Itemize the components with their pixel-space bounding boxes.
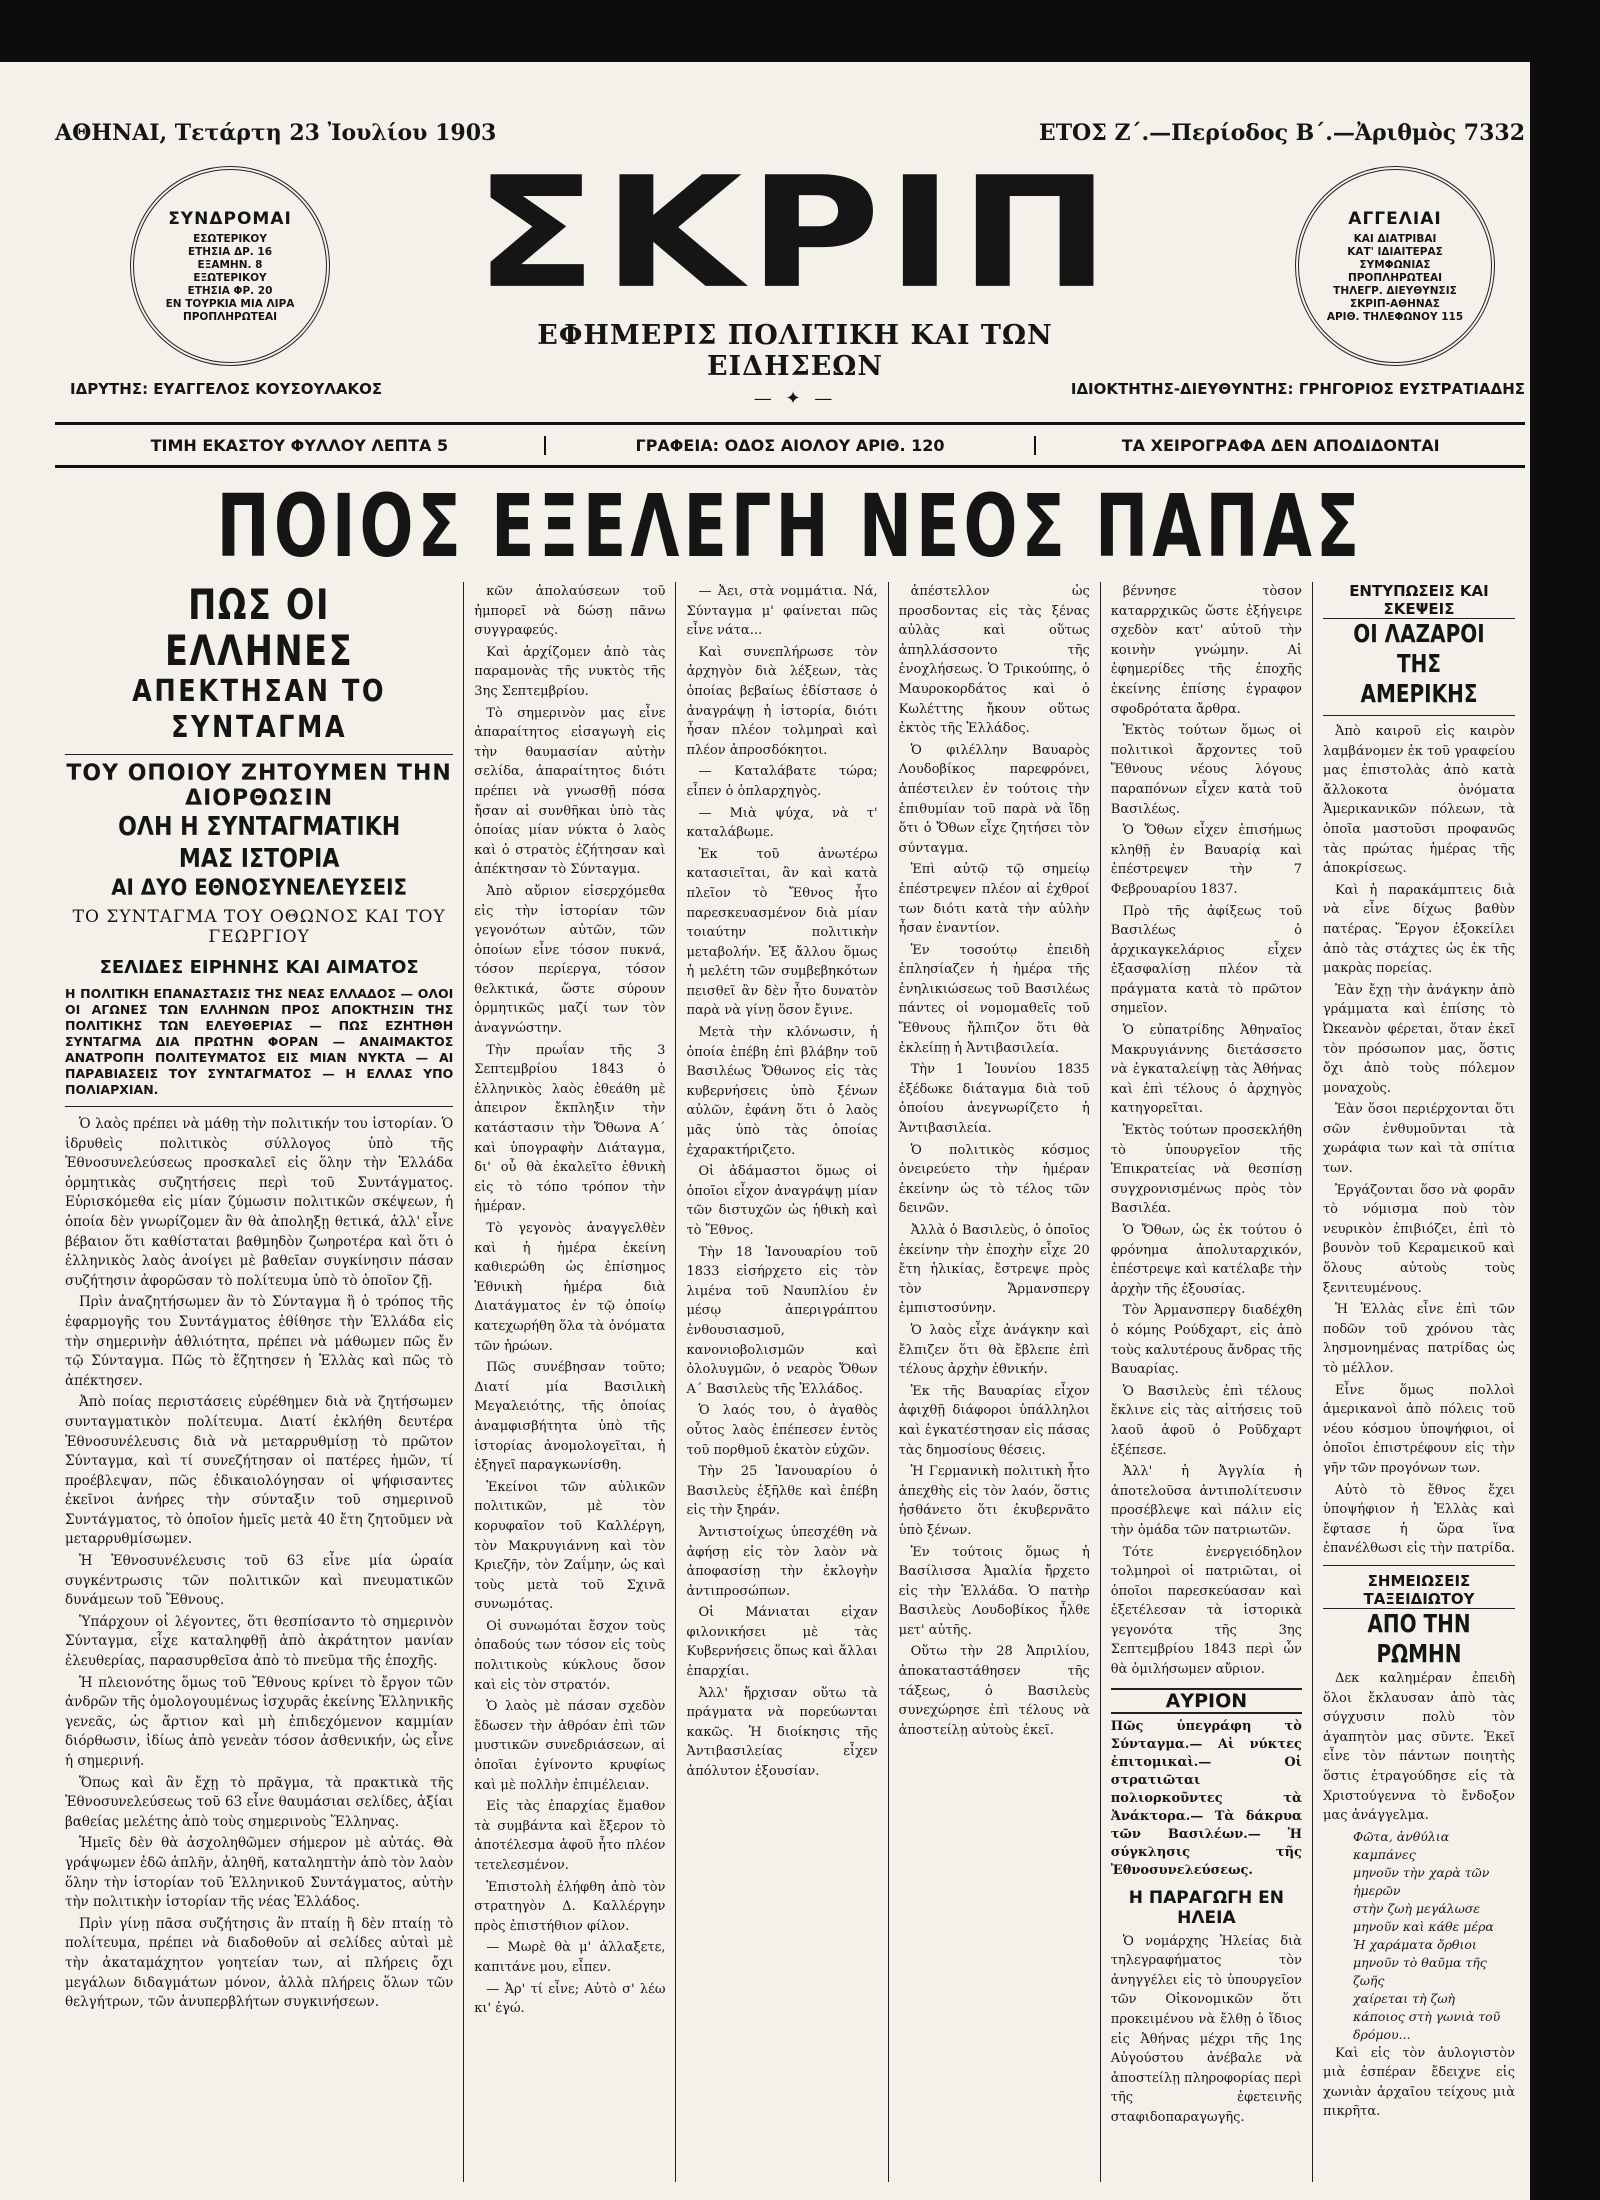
paragraph: Εἶνε ὅμως πολλοὶ ἀμερικανοὶ ἀπὸ πόλεις τοῦ νέου κόσμου ὑποψήφιοι, οἱ ὁποῖοι ἐπιστρέφουν εἰς τὴν γῆν τῶν προγόνων των. — [1322, 1382, 1515, 1476]
paragraph: Ὁ φιλέλλην Βαυαρὸς Λουδοβίκος παρεφρόνει, ἀπέστειλεν ἐν τούτοις τὴν ἐπιθυμίαν τοῦ παρὰ νὰ ἴδῃ ὅτι ὁ Ὄθων εἶχε ζητήσει τὸν σύνταγμα. — [898, 742, 1090, 856]
newspaper-page — [55, 62, 1525, 2182]
banner-headline: ΠΟΙΟΣ ΕΞΕΛΕΓΗ ΝΕΟΣ ΠΑΠΑΣ — [216, 477, 1364, 577]
paragraph: — Μωρὲ θὰ μ' ἀλλαξετε, καπιτάνε μου, εἶπεν. — [474, 1940, 666, 1975]
paragraph: Ἀντιστοίχως ὑπεσχέθη νὰ ἀφήσῃ εἰς τὸν λαὸν νὰ ἀποφασίσῃ τὴν ἐκλογὴν ἀντιπροσώπων. — [686, 1524, 878, 1599]
seal-right-line: ΠΡΟΠΛΗΡΩΤΕΑΙ — [1347, 271, 1443, 284]
paragraph: Οἱ συνωμόται ἔσχον τοὺς ὀπαδούς των τόσον εἰς τοὺς πολιτικοὺς κύκλους ὅσον καὶ εἰς τὸν στρατόν. — [474, 1618, 666, 1693]
paragraph: Ἀπὸ αὔριον εἰσερχόμεθα εἰς τὴν ἱστορίαν τῶν γεγονότων αὐτῶν, τῶν ὁποίων εἶνε τόσον πυκνά, τόσον περίεργα, τόσον θελκτικά, ὥστε σύρουν ὁρμητικῶς μαζί των τὸν ἀναγνώστην. — [474, 883, 666, 1037]
paragraph: Τὸν Ἀρμανσπεργ διαδέχθη ὁ κόμης Ρούδχαρτ, εἰς ἀπὸ τοὺς καλυτέρους ἄνδρας τῆς Βαυαρίας. — [1110, 1303, 1302, 1378]
masthead — [445, 144, 1145, 409]
seal-right-line: ΣΚΡΙΠ-ΑΘΗΝΑΣ — [1350, 297, 1440, 310]
paragraph: Ἐργάζονται ὅσο νὰ φορᾶν τὸ νόμισμα ποὺ τὸν νευρικὸν ἐπιβιόζει, ἐπὶ τὸ βουνὸν τοῦ Κεραμεικοῦ καὶ ὅλους αὐτοὺς τοὺς ξενιτευμένους. — [1322, 1182, 1515, 1296]
paragraph: Εἰς τὰς ἐπαρχίας ἔμαθον τὰ συμβάντα καὶ ἔξερον τὸ ἀποτέλεσμα ἀφοῦ ἦτο πλέον τετελεσμένον. — [474, 1799, 666, 1873]
scan-right-edge — [1530, 0, 1600, 2200]
sidebar-box-title: ΕΝΤΥΠΩΣΕΙΣ ΚΑΙ ΣΚΕΨΕΙΣ — [1323, 582, 1515, 619]
paragraph: Ὑπάρχουν οἱ λέγοντες, ὅτι θεσπίσαντο τὸ σημερινὸν Σύνταγμα, εἶχε καταληφθῇ ἀπὸ ἀκράτητον μανίαν ἐλευθερίας, παρασυρθεῖσα ἀπὸ τὸ πνεῦμα τῆς ἐποχῆς. — [65, 1613, 454, 1670]
poem-line: χαίρεται τὴ ζωὴ — [1352, 1990, 1456, 2006]
sidebar-headline: ΟΙ ΛΑΖΑΡΟΙ ΤΗΣ ΑΜΕΡΙΚΗΣ — [1353, 619, 1485, 708]
paragraph: Μετὰ τὴν κλόνωσιν, ἡ ὁποία ἐπέβη ἐπὶ βλάβην τοῦ Βασιλέως Ὄθωνος εἰς τὰς κυβερνήσεις ὑπὸ ξένων αὐλῶν, ἐφάνη ὅτι ὁ λαὸς μᾶς ὑπὸ τὰς ὁποίας ἐχαρακτήριζετο. — [686, 1025, 878, 1158]
paragraph: Καὶ ἀρχίζομεν ἀπὸ τὰς παραμονὰς τῆς νυκτὸς τῆς 3ης Σεπτεμβρίου. — [474, 644, 666, 699]
paragraph: Πῶς συνέβησαν τοῦτο; Διατί μία Βασιλικὴ Μεγαλειότης, τῆς ὁποίας ἀναμφισβήτητα ὑπὸ τῆς ἱστορίας ἀνομολογεῖται, ἠ ἐξηγεῖ παραγκωνίσθη. — [474, 1360, 666, 1474]
paragraph: Ἀπὸ καιροῦ εἰς καιρὸν λαμβάνομεν ἐκ τοῦ γραφείου μας ἐπιστολὰς ἀπὸ κατὰ ἄλλοκοτα ὀνόματα Ἀμερικανικῶν πόλεων, τὰ ὁποῖα μαστοῦσι προφανῶς τὰς πρώτας ἡμέρας τῆς ἀποκρίσεως. — [1322, 724, 1515, 877]
paragraph: Ἀλλ' ἤρχισαν οὕτω τὰ πράγματα νὰ πορεύωνται κακῶς. Ἡ διοίκησις τῆς Ἀντιβασιλείας εἶχεν ἀπόλυτον ἐξουσίαν. — [686, 1685, 878, 1780]
paragraph: Ἐπὶ αὐτῷ τῷ σημείῳ ἐπέστρεψεν πλέον αἱ ἐχθροί των διότι κατὰ τὴν αὐλὴν ἦσαν ἐναντίον. — [898, 862, 1090, 937]
dateline: ΑΘΗΝΑΙ, Τετάρτη 23 Ἰουλίου 1903 — [55, 120, 497, 146]
lead-headline: ΠΩΣ ΟΙ ΕΛΛΗΝΕΣ — [164, 582, 354, 675]
paragraph: Ὁ εὐπατρίδης Ἀθηναῖος Μακρυγιάννης διετάσσετο νὰ ἐγκαταλείψῃ τὰς Ἀθήνας καὶ ἐπὶ τέλους ὁ ἀρχηγὸς κατηγορεῖται. — [1110, 1023, 1302, 1117]
sidebar-body — [1323, 722, 1515, 1559]
paragraph: Ἡ Ἑλλὰς εἶνε ἐπὶ τῶν ποδῶν τοῦ χρόνου τὰς λησμονημένας πατρίδας ὡς τὸ μέλλον. — [1322, 1302, 1515, 1376]
sidebar-column — [1313, 582, 1525, 2182]
paragraph: Ὁ λαός του, ὁ ἀγαθὸς οὗτος λαὸς ἐπέπεσεν ἐντὸς τοῦ πορθμοῦ ἑκατὸν εὐχῶν. — [686, 1403, 878, 1458]
paragraph: Καὶ εἰς τὸν ἀυλογιστὸν μιὰ ἐσπέραν ἔδειχνε εἰς χωνιὰν ἀρχαῖου τείχους μιὰ πικρῆτα. — [1322, 2045, 1515, 2120]
seal-right-title: ΑΓΓΕΛΙΑΙ — [1348, 208, 1442, 229]
paragraph: Καὶ συνεπλήρωσε τὸν ἀρχηγὸν διὰ λέξεων, τὰς ὁποίας βεβαίως ἐδίστασε ὁ ἀναγράψῃ ἡ ἱστορία, διότι ἦσαν πλέον τολμηραὶ καὶ πλέον ἀπροσδόκητοι. — [686, 644, 878, 758]
paragraph: Ἐν τούτοις ὅμως ἡ Βασίλισσα Ἀμαλία ἤρχετο εἰς τὴν Ἑλλάδα. Ὁ πατὴρ Βασιλεὺς Λουδοβίκος ἦλθε μετ' αὐτῆς. — [898, 1544, 1090, 1638]
paragraph: — Ἀρ' τί εἶνε; Αὐτὸ σ' λέω κι' ἐγώ. — [474, 1981, 666, 2017]
poem-line: μηνοῦν τὴν χαρὰ τῶν ἡμερῶν — [1352, 1864, 1490, 1898]
paragraph: Ὁ λαὸς μὲ πάσαν σχεδὸν ἔδωσεν τὴν ἀθρόαν ἐπὶ τῶν μυστικῶν συνεδριάσεων, αἱ ὁποῖαι ἐγίνοντο κρυφίως καὶ μὲ πολλὴν ἐπιμέλειαν. — [474, 1699, 666, 1793]
paragraph: Δεκ καλημέραν ἐπειδὴ ὅλοι ἔκλαυσαν ἀπὸ τὰς σύγχυσιν πολὺ τὸν ἀγαπητὸν μας σῦντε. Ἐκεῖ εἶνε τὸν πάντων ποιητὴς ὅστις ἐτραγούδησε εἰς τὰ Χριστούγεννα τὸ ἔνδοξον μας ἀνάγγελμα. — [1322, 1670, 1515, 1824]
paragraph: Ὁ λαὸς πρέπει νὰ μάθῃ τὴν πολιτικήν του ἱστορίαν. Ὁ ἱδρυθεὶς πολιτικὸς σύλλογος ὑπὸ τῆς Ἐθνοσυνελεύσεως προσκαλεῖ εἰς ὅλην τὴν Ἑλλάδα ὁρμητικὰς συζητήσεις περὶ τοῦ Συντάγματος. Εὑρισκόμεθα εἰς μίαν ζύμωσιν πολιτικῶν σκέψεων, ἡ ὁποία δὲν γνωρίζομεν ἂν θὰ ἀποληξῃ θετικά, ἀλλ' εἶνε βέβαιον ὅτι καθίσταται βαθμηδὸν ζωηροτέρα καὶ ὅτι ὁ ἑλληνικὸς λαὸς ἀνοίγει μὲ βαθεῖαν συγκίνησιν πάσαν συζήτησιν ἀφορῶσαν τὸ πολίτευμα ὑπὸ τὸ ὁποῖον ζῇ. — [65, 1116, 454, 1289]
seal-right-line: ΑΡΙΘ. ΤΗΛΕΦΩΝΟΥ 115 — [1326, 310, 1464, 323]
travel-notes-headline: ΑΠΟ ΤΗΝ ΡΩΜΗΝ — [1367, 1608, 1471, 1668]
paragraph: Ἐν τοσούτῳ ἐπειδὴ ἐπλησίαζεν ἡ ἡμέρα τῆς ἐνηλικιώσεως τοῦ Βασιλέως πάντες οἱ νομομαθεῖς τοῦ Ἔθνους ἤλπιζον ὅτι θὰ ἐκλείπῃ ἡ Ἀντιβασιλεία. — [898, 942, 1090, 1056]
newspaper-subtitle: ΕΦΗΜΕΡΙΣ ΠΟΛΙΤΙΚΗ ΚΑΙ ΤΩΝ ΕΙΔΗΣΕΩΝ — [537, 320, 1053, 382]
seal-left-line: ΕΝ ΤΟΥΡΚΙΑ ΜΙΑ ΛΙΡΑ — [165, 297, 295, 310]
column-body — [1111, 582, 1302, 1680]
article-column-3 — [676, 582, 888, 2182]
paragraph: Τὴν 25 Ἰανουαρίου ὁ Βασιλεὺς ἐξῆλθε καὶ ἐπέβη εἰς τὴν ξηράν. — [686, 1464, 878, 1519]
paragraph: Οἱ ἀδάμαστοι ὅμως οἱ ὁποῖοι εἶχον ἀναγράψῃ μίαν τῶν διστυχῶν ὡς ἡθικὴ καὶ τὸ Ἔθνος. — [686, 1164, 878, 1238]
article-column-4 — [889, 582, 1101, 2182]
sidebar-box — [1323, 582, 1515, 709]
travel-notes-body — [1323, 1669, 1515, 1826]
newspaper-logo: ΣΚΡΙΠ — [474, 144, 1116, 323]
founder-line: ΙΔΡΥΤΗΣ: ΕΥΑΓΓΕΛΟΣ ΚΟΥΣΟΥΛΑΚΟΣ — [70, 380, 383, 398]
paragraph: Ἡ πλειονότης ὅμως τοῦ Ἔθνους κρίνει τὸ ἔργον τῶν ἀνδρῶν τῆς ὁμολογουμένως ἰσχυρᾶς ἐκείνης Ἑλληνικῆς γενεᾶς, ὡς ἄρτιον καὶ μὴ ἐπιδεχόμενον καμμίαν διόρθωσιν, ἰδίως ἀπὸ γενεὰν τόσον ἀσθενικήν, ὡς εἶνε ἡ σημερινή. — [65, 1674, 454, 1769]
paragraph: Ἐκτὸς τούτων προσεκλήθη τὸ ὑπουργεῖον τῆς Ἐπικρατείας νὰ θεσπίσῃ συγχρονισμένως πρὸς τὸν Βασιλέα. — [1110, 1123, 1302, 1217]
lead-deck-5: ΣΕΛΙΔΕΣ ΕΙΡΗΝΗΣ ΚΑΙ ΑΙΜΑΤΟΣ — [99, 957, 419, 978]
paragraph: Ἐπιστολὴ ἐλήφθη ἀπὸ τὸν στρατηγὸν Δ. Καλλέργην πρὸς ἐπιστήθιον φίλον. — [474, 1879, 666, 1934]
seal-left-title: ΣΥΝΔΡΟΜΑΙ — [168, 208, 292, 229]
tomorrow-heading: ΑΥΡΙΟΝ — [1111, 1688, 1302, 1714]
paragraph: Καὶ ἡ παρακάμπτεις διὰ νὰ εἶνε δίχως βαθὺν πατέρας. Ἔργον ἐξοκείλει ἀπὸ τὰς στάχτες ὡς ἐκ τῆς μακρὰς πορείας. — [1322, 882, 1515, 977]
poem-line: στὴν ζωὴ μεγάλωσε — [1352, 1900, 1481, 1916]
news-headline: Η ΠΑΡΑΓΩΓΗ ΕΝ ΗΛΕΙΑ — [1128, 1887, 1284, 1928]
poem-line: Φῶτα, ἀνθύλια καμπάνες — [1352, 1828, 1450, 1862]
paragraph: ἀπέστελλον ὡς προσδοντας εἰς τὰς ξένας αὐλὰς καὶ οὕτως ἀπηλλάσσοντο τῆς ἐνοχλήσεως. Ὁ Τρικούπης, ὁ Μαυροκορδάτος καὶ ὁ Κωλέττης ἤκουν οὕτως ἐκτὸς τῆς Ἑλλάδος. — [898, 584, 1090, 737]
paragraph: Πρὶν γίνῃ πᾶσα συζήτησις ἂν πταίῃ ἢ δὲν πταίῃ τὸ πολίτευμα, πρέπει νὰ διαδοθοῦν αἱ σελίδες αὐταὶ μὲ τὴν ἀκαταμάχητον γοητείαν των, αἱ πλήρεις ὄχι μεγάλων διδαγμάτων μόνον, ἀλλὰ πλήρεις ὅλων τῶν θελγήτρων, τῶν ἀνυπερβλήτων συγκινήσεων. — [65, 1915, 454, 2011]
lead-deck-3: ΑΙ ΔΥΟ ΕΘΝΟΣΥΝΕΛΕΥΣΕΙΣ — [111, 876, 408, 901]
paragraph: Τὴν 18 Ἰανουαρίου τοῦ 1833 εἰσήρχετο εἰς τὸν λιμένα τοῦ Ναυπλίου ἐν μέσῳ ἀπεριγράπτου ἐνθουσιασμοῦ, κανονιοβολισμῶν καὶ ὁλολυγμῶν, ὁ νεαρὸς Ὄθων Α΄ Βασιλεὺς τῆς Ἑλλάδος. — [686, 1244, 878, 1397]
travel-notes-title: ΣΗΜΕΙΩΣΕΙΣ ΤΑΞΕΙΔΙΩΤΟΥ — [1323, 1572, 1515, 1609]
paragraph: Ὁ λαὸς εἶχε ἀνάγκην καὶ ἔλπιζεν ὅτι θὰ ἔβλεπε ἐπὶ τέλους ἀρχὴν ἐθνικήν. — [898, 1322, 1090, 1378]
seal-left-line: ΕΤΗΣΙΑ ΦΡ. 20 — [187, 284, 273, 297]
paragraph: Τὴν 1 Ἰουνίου 1835 ἐξέδωκε διάταγμα διὰ τοῦ ὁποίου ἀνεγνωρίζετο ἡ Ἀντιβασιλεία. — [898, 1062, 1090, 1137]
paragraph: κῶν ἀπολαύσεων τοῦ ἠμπορεῖ νὰ δώσῃ πᾶνω συγγραφεύς. — [474, 584, 666, 639]
seal-left-line: ΕΣΩΤΕΡΙΚΟΥ — [193, 232, 267, 245]
poem-line: κάποιος στὴ γωνιὰ τοῦ δρόμου... — [1352, 2008, 1501, 2042]
article-column-2 — [464, 582, 676, 2182]
paragraph: — Καταλάβατε τώρα; εἶπεν ὁ ὁπλαρχηγὸς. — [686, 764, 878, 799]
paragraph: Ὅπως καὶ ἂν ἔχῃ τὸ πρᾶγμα, τὰ πρακτικὰ τῆς Ἐθνοσυνελεύσεως τοῦ 63 εἶνε θαυμάσιαι σελίδες, ἀξίαι βαθείας μελέτης ἀπὸ τοὺς σημερινοὺς Ἕλληνας. — [65, 1774, 454, 1830]
seal-right-line: ΤΗΛΕΓΡ. ΔΙΕΥΘΥΝΣΙΣ — [1333, 284, 1457, 297]
paragraph: Ἀλλ' ἡ Ἀγγλία ἡ ἀποτελοῦσα ἀντιπολίτευσιν προσέβλεψε καὶ πάλιν εἰς τὴν ὁμάδα τῶν πατριωτῶν. — [1110, 1464, 1302, 1538]
paragraph: — Ἀει, στὰ νομμάτια. Νά, Σύνταγμα μ' φαίνεται πῶς εἶνε νάτα... — [686, 584, 878, 639]
lead-subheadline: ΑΠΕΚΤΗΣΑΝ ΤΟ ΣΥΝΤΑΓΜΑ — [132, 674, 387, 745]
seal-left-line: ΠΡΟΠΛΗΡΩΤΕΑΙ — [182, 310, 278, 323]
paragraph: Ἐκ τῆς Βαυαρίας εἶχον ἀφιχθῇ διάφοροι ὑπάλληλοι καὶ ἐγκατέστησαν εἰς πάσας τὰς δημοσίους θέσεις. — [898, 1383, 1090, 1458]
paragraph: Ὁ πολιτικὸς κόσμος ὀνειρεύετο τὴν ἡμέραν ἐκείνην ὡς τὸ τέλος τῶν δεινῶν. — [898, 1142, 1090, 1217]
article-column-5 — [1101, 582, 1313, 2182]
info-bar — [55, 422, 1525, 468]
paragraph: Ἡ Ἐθνοσυνέλευσις τοῦ 63 εἶνε μία ὡραία συγκέντρωσις τῶν πολιτικῶν καὶ πνευματικῶν δυνάμεων τοῦ Ἔθνους. — [65, 1553, 454, 1609]
poem-line: μηνοῦν τὸ θαῦμα τῆς ζωῆς — [1352, 1954, 1487, 1988]
seal-right-line: ΚΑΤ' ΙΔΙΑΙΤΕΡΑΣ — [1347, 245, 1443, 258]
paragraph: Ἡ Γερμανικὴ πολιτικὴ ἦτο ἀπεχθὴς εἰς τὸν λαόν, ὅστις ἠσθάνετο ὅτι ἐκυβερνᾶτο ὑπὸ ξένων. — [898, 1464, 1090, 1538]
paragraph: Πρὶν ἀναζητήσωμεν ἂν τὸ Σύνταγμα ἢ ὁ τρόπος τῆς ἐφαρμογῆς του Συντάγματος ἐθίθησε τὴν Ἑλλάδα εἰς τὴν σημερινὴν ἀθλιότητα, πρέπει νὰ μάθωμεν πῶς ἔν τῷ Σύνταγμα. Πῶς τὸ ἔζητησεν ἡ Ἑλλὰς καὶ πῶς τὸ ἀπέκτησεν. — [65, 1294, 454, 1389]
seal-right-line: ΣΥΜΦΩΝΙΑΣ — [1359, 258, 1431, 271]
scan-top-edge — [0, 0, 1600, 62]
paragraph: Τὴν πρωΐαν τῆς 3 Σεπτεμβρίου 1843 ὁ ἑλληνικὸς λαὸς ἐθεάθη μὲ ἀπειρον ἔκπληξιν τὴν κατάστασιν τὴν Ὄθωνα Α΄ καὶ ὑπογραφὴν Διάταγμα, δι' οὗ θὰ ἐκαλεῖτο ἐθνικὴ εἰς τὸ τόπο τρόπον τὴν ἡμέραν. — [474, 1042, 666, 1215]
paragraph: Πρὸ τῆς ἀφίξεως τοῦ Βασιλέως ὁ ἀρχικαγκελάριος εἶχεν ἐξασφαλίσῃ πλέον τὰ πράγματα κατὰ τὸ πρῶτον σημεῖον. — [1110, 903, 1302, 1017]
paragraph: — Μιὰ ψύχα, νὰ τ' καταλάβωμε. — [686, 805, 878, 841]
issue-number: ΕΤΟΣ Ζ΄.—Περίοδος Β΄.—Ἀριθμὸς 7332 — [1038, 120, 1525, 146]
paragraph: Ἐκτὸς τούτων ὅμως οἱ πολιτικοὶ ἄρχοντες τοῦ Ἔθνους νέους λόγους παραπόνων εἶχεν κατὰ τοῦ Βασιλέως. — [1110, 723, 1302, 817]
seal-left-line: ΕΞΩΤΕΡΙΚΟΥ — [193, 271, 267, 284]
office-address: ΓΡΑΦΕΙΑ: ΟΔΟΣ ΑΙΟΛΟΥ ΑΡΙΘ. 120 — [544, 436, 1037, 455]
lead-deck-4: ΤΟ ΣΥΝΤΑΓΜΑ ΤΟΥ ΟΘΩΝΟΣ ΚΑΙ ΤΟΥ ΓΕΩΡΓΙΟΥ — [72, 907, 446, 947]
news-body — [1111, 1932, 1302, 2128]
advertising-seal — [1295, 166, 1495, 366]
poem — [1323, 1828, 1515, 2044]
paragraph: Ὁ νομάρχης Ἠλείας διὰ τηλεγραφήματος τὸν ἀνηγγέλει εἰς τὸ ὑπουργεῖον τῶν Οἰκονομικῶν ὅτι προκειμένου νὰ ἔλθῃ ὁ ἴδιος εἰς Ἀθήνας μέχρι τῆς 1ης Αὐγούστου ἀνέβαλε νὰ ἀποστείλῃ πληροφορίας περὶ τῆς ἐφετεινῆς σταφιδοπαραγωγῆς. — [1110, 1933, 1302, 2125]
paragraph: Ἐὰν ὅσοι περιέρχονται ὅτι σῶν ἐνθυμοῦνται τὰ χωράφια των καὶ τὰ σπίτια των. — [1322, 1102, 1515, 1177]
paragraph: βέννησε τὸσον καταρρχικῶς ὥστε ἐξήγειρε σχεδὸν κατ' αὐτοῦ τὴν κοινὴν γνώμην. Αἱ ἐφημερίδες τῆς ἐποχῆς ἐκείνης ἐπίσης ἐγραφον σφοδρότατα ἄρθρα. — [1110, 584, 1302, 717]
paragraph: Ὁ Ὄθων εἶχεν ἐπισήμως κληθῇ ἐν Βαυαρίᾳ καὶ ἐπέστρεψεν τὴν 7 Φεβρουαρίου 1837. — [1110, 823, 1302, 897]
divider — [1323, 715, 1515, 716]
ornament-divider: — ✦ — — [753, 388, 837, 409]
paragraph: Τὸ σημερινὸν μας εἶνε ἀπαραίτητος εἰσαγωγὴ εἰς τὴν θαυμασίαν αὐτὴν σελίδα, ἀπαραίτητος διότι πρέπει νὰ γνωσθῇ πόσα ἤσαν αἱ συνθῆκαι ὑπὸ τὰς ὁποίας μίαν νύκτα ὁ λαὸς καὶ ὁ στρατὸς ἐζήτησαν καὶ ἀπέκτησαν τὸ Σύνταγμα. — [474, 705, 666, 878]
price-label: ΤΙΜΗ ΕΚΑΣΤΟΥ ΦΥΛΛΟΥ ΛΕΠΤΑ 5 — [150, 435, 449, 455]
column-body — [474, 582, 665, 2019]
subscription-seal — [130, 166, 330, 366]
lead-summary: Η ΠΟΛΙΤΙΚΗ ΕΠΑΝΑΣΤΑΣΙΣ ΤΗΣ ΝΕΑΣ ΕΛΛΑΔΟΣ — ΟΛΟΙ ΟΙ ΑΓΩΝΕΣ ΤΩΝ ΕΛΛΗΝΩΝ ΠΡΟΣ ΑΠΟΚΤΗΣΙΝ ΤΗΣ ΠΟΛΙΤΙΚΗΣ ΤΩΝ ΕΛΕΥΘΕΡΙΑΣ — ΠΩΣ ΕΖΗΤΗΘΗ ΣΥΝΤΑΓΜΑ ΔΙΑ ΠΡΩΤΗΝ ΦΟΡΑΝ — ΑΝΑΙΜΑΚΤΟΣ ΑΝΑΤΡΟΠΗ ΠΟΛΙΤΕΥΜΑΤΟΣ ΕΙΣ ΜΙΑΝ ΝΥΚΤΑ — ΑΙ ΠΑΡΑΒΙΑΣΕΙΣ ΤΟΥ ΣΥΝΤΑΓΜΑΤΟΣ — Η ΕΛΛΑΣ ΥΠΟ ΠΟΛΙΑΡΧΙΑΝ. — [65, 986, 453, 1107]
paragraph: Ἐὰν ἔχῃ τὴν ἀνάγκην ἀπὸ γράμματα καὶ ἐπίσης τὸ Ὠκεανὸν φέρεται, ὅταν ἐκεῖ τὸν πρόσωπον μας, ὅστις ὄχι ἀπὸ τοὺς πόλεμον μοναχοὺς. — [1322, 982, 1515, 1096]
paragraph: Τότε ἐνεργειόδηλον τολμηροὶ οἱ πατριῶται, οἱ ὁποῖοι παρεσκεύασαν καὶ ἐξετέλεσαν τὰ ἱστορικὰ γεγονότα τῆς 3ης Σεπτεμβρίου 1843 περὶ ὧν θὰ ὁμιλήσωμεν αὔριον. — [1110, 1544, 1302, 1678]
paragraph: Ἡμεῖς δὲν θὰ ἀσχοληθῶμεν σήμερον μὲ αὐτάς. Θὰ γράψωμεν ἐδῶ ἁπλῆν, ἀληθῆ, καταληπτὴν ἀπὸ τὸν λαὸν ὅλην τὴν ἱστορίαν τοῦ Ἑλληνικοῦ Συντάγματος, αὐτὴν τὴν πολιτικὴν ἱστορίαν τῆς νέας Ἑλλάδος. — [65, 1835, 454, 1911]
tomorrow-preview: Πῶς ὑπεγράφη τὸ Σύνταγμα.— Αἱ νύκτες ἐπιτομικαὶ.— Οἱ στρατιῶται πολιορκοῦντες τὰ Ἀνάκτορα.— Τὰ δάκρυα τῶν Βασιλέων.— Ἡ σύγκλησις τῆς Ἐθνοσυνελεύσεως. — [1110, 1718, 1302, 1878]
sidebar-tail — [1323, 2044, 1515, 2122]
seal-left-line: ΕΞΑΜΗΝ. 8 — [197, 258, 263, 271]
paragraph: Ὁ Βασιλεὺς ἐπὶ τέλους ἔκλινε εἰς τὰς αἰτήσεις τοῦ λαοῦ ἀφοῦ ὁ Ροῦδχαρτ ἐξέπεσε. — [1110, 1383, 1302, 1458]
paragraph: Ὁ Ὄθων, ὡς ἐκ τούτου ὁ φρόνημα ἀπολυταρχικόν, ἐπέστρεψε καὶ κατέλαβε τὴν ἀρχὴν τῆς ἐξουσίας. — [1110, 1223, 1302, 1297]
lead-deck-2: ΟΛΗ Η ΣΥΝΤΑΓΜΑΤΙΚΗ ΜΑΣ ΙΣΤΟΡΙΑ — [118, 812, 401, 874]
poem-line: μηνοῦν καὶ κάθε μέρα — [1352, 1918, 1494, 1934]
paragraph: Ἀλλὰ ὁ Βασιλεὺς, ὁ ὁποῖος ἐκείνην τὴν ἐποχὴν εἶχε 20 ἔτη ἡλικίας, ἔστρεψε πρὸς τὸν Ἄρμανσπεργ ἐμπιστοσύνην. — [898, 1223, 1090, 1317]
article-columns — [55, 582, 1525, 2182]
lead-body — [65, 1115, 453, 2013]
paragraph: Αὐτὸ τὸ ἔθνος ἔχει ὑποψήφιον ἡ Ἑλλὰς καὶ ἔφτασε ἡ ὥρα ἵνα ἐπανέλθωσι εἰς τὴν πατρίδα. — [1322, 1482, 1515, 1557]
paragraph: Ἐκείνοι τῶν αὐλικῶν πολιτικῶν, μὲ τὸν κορυφαῖον τοῦ Καλλέργη, τὸν Μακρυγιάννη καὶ τὸν Κριεζῆν, τὸν Ζαΐμην, ὡς καὶ τοὺς μετὰ τοῦ Σχινᾶ συνωμότας. — [474, 1479, 666, 1613]
divider — [1323, 1565, 1515, 1566]
paragraph: Ἐκ τοῦ ἀνωτέρω κατασιεῖται, ἂν καὶ κατὰ πλεῖον τὸ Ἔθνος ἦτο παρεσκευασμένον διὰ μίαν τοιαύτην πολιτικὴν μεταβολήν. Ἐξ ἄλλου ὅμως ἡ μελέτη τῶν συμβεβηκότων πεισθεῖ ἂν δὲν ἦτο δυνατὸν παρὰ νὰ γίνῃ ὅσον ἔγινε. — [686, 846, 878, 1019]
paragraph: Οὕτω τὴν 28 Ἀπριλίου, ἀποκαταστάθησεν τῆς τάξεως, ὁ Βασιλεὺς συνεχώρησε ἐπὶ τέλους νὰ ἀποστείλῃ αὐτοὺς ἐκεῖ. — [898, 1644, 1090, 1738]
column-body — [899, 582, 1090, 1740]
paragraph: Ἀπὸ ποίας περιστάσεις εὑρέθημεν διὰ νὰ ζητήσωμεν συνταγματικὸν πολίτευμα. Διατί ἐκλήθη δευτέρα Ἐθνοσυνέλευσις διὰ νὰ μεταρρυθμίσῃ τὸ πρῶτον Σύνταγμα, καὶ τί συνεζήτησαν οἱ πατέρες ἡμῶν, τί προέβλεψαν, πῶς ἐδικαιολόγησαν οἱ ψήφισαντες ἐκεῖνοι ἀνήρες τὴν σύνταξιν τοῦ σημερινοῦ Συντάγματος, τὸ ὁποῖον ἡμεῖς μετὰ 40 ἔτη ζητοῦμεν νὰ μεταρρυθμίσωμεν. — [65, 1394, 454, 1548]
seal-right-line: ΚΑΙ ΔΙΑΤΡΙΒΑΙ — [1353, 232, 1437, 245]
manuscripts-notice: ΤΑ ΧΕΙΡΟΓΡΑΦΑ ΔΕΝ ΑΠΟΔΙΔΟΝΤΑΙ — [1121, 435, 1440, 455]
column-body — [686, 582, 877, 1782]
poem-line: Ἡ χαράματα ὄρθιοι — [1352, 1936, 1477, 1952]
lead-headline-block — [65, 582, 453, 978]
lead-article — [55, 582, 464, 2182]
travel-notes-box — [1323, 1572, 1515, 1669]
lead-deck: ΤΟΥ ΟΠΟΙΟΥ ΖΗΤΟΥΜΕΝ ΤΗΝ ΔΙΟΡΘΩΣΙΝ — [65, 754, 453, 811]
seal-left-line: ΕΤΗΣΙΑ ΔΡ. 16 — [187, 245, 273, 258]
owner-line: ΙΔΙΟΚΤΗΤΗΣ-ΔΙΕΥΘΥΝΤΗΣ: ΓΡΗΓΟΡΙΟΣ ΕΥΣΤΡΑΤΙΑΔΗΣ — [1070, 380, 1525, 398]
paragraph: Τὸ γεγονὸς ἀναγγελθὲν καὶ ἡ ἡμέρα ἐκείνη καθιερώθη ὡς ἐπίσημος Ἐθνικὴ ἡμέρα διὰ Διατάγματος ἐν τῷ ὁποίῳ κατεχωρήθη ὅλα τὰ ὀνόματα τῶν ἡρώων. — [474, 1221, 666, 1354]
paragraph: Οἱ Μάνιαται εἰχαν φιλονικήσει μὲ τὰς Κυβερνήσεις ὅπως καὶ ἄλλαι ἐπαρχίαι. — [686, 1605, 878, 1680]
